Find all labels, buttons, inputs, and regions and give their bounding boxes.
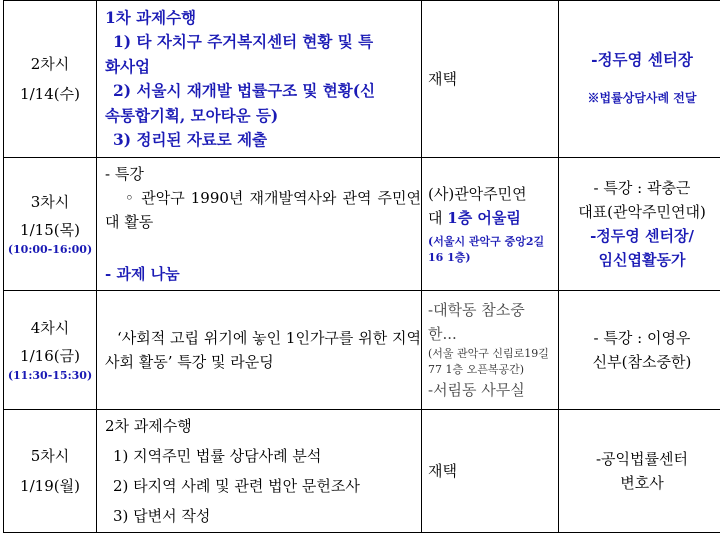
place-line: 대 1층 어울림 [428, 206, 558, 230]
session-label: 4차시 [4, 316, 96, 340]
place-cell [422, 291, 559, 410]
instructor-text: -정두영 센터장 [559, 48, 720, 72]
content-line: 2) 서울시 재개발 법률구조 및 현황(신 [105, 79, 421, 104]
content-line: 화사업 [105, 55, 421, 80]
session-date: 1/16(금) [4, 344, 96, 368]
session-cell [4, 1, 97, 158]
place-cell [422, 1, 559, 158]
session-time: (11:30-15:30) [4, 368, 96, 384]
table-row [4, 158, 720, 291]
place-line: (사)관악주민연 [428, 182, 558, 206]
instructor-cell [559, 291, 720, 410]
content-line: 속통합기획, 모아타운 등) [105, 104, 421, 129]
schedule-table [3, 0, 720, 533]
place-text: 재택 [428, 459, 558, 483]
instructor-cell [559, 410, 720, 533]
table-row [4, 1, 720, 158]
content-body: ‘사회적 고립 위기에 놓인 1인가구를 위한 지역사회 활동’ 특강 및 라운딩 [105, 326, 421, 374]
place-cell [422, 158, 559, 291]
place-text: 재택 [428, 67, 558, 91]
session-cell [4, 410, 97, 533]
instructor-line: - 특강 : 곽충근 [559, 176, 720, 200]
session-date: 1/14(수) [4, 82, 96, 106]
content-cell [97, 410, 422, 533]
session-cell [4, 291, 97, 410]
instructor-cell [559, 158, 720, 291]
place-address: (서울시 관악구 중앙2길 16 1층) [428, 234, 558, 266]
content-task: - 과제 나눔 [105, 262, 421, 286]
instructor-line: 임신엽활동가 [559, 248, 720, 272]
content-cell [97, 291, 422, 410]
place-cell [422, 410, 559, 533]
table-row [4, 291, 720, 410]
session-label: 3차시 [4, 190, 96, 214]
content-line: 1) 타 자치구 주거복지센터 현황 및 특 [105, 30, 421, 55]
instructor-cell [559, 1, 720, 158]
session-label: 2차시 [4, 52, 96, 76]
content-cell [97, 1, 422, 158]
instructor-line: 대표(관악주민연대) [559, 200, 720, 224]
place-line: 한... [428, 322, 558, 346]
content-line: 3) 정리된 자료로 제출 [105, 128, 421, 153]
session-cell [4, 158, 97, 291]
content-line: 1) 지역주민 법률 상담사례 분석 [105, 441, 421, 471]
session-date: 1/19(월) [4, 474, 96, 498]
content-line: 2차 과제수행 [105, 411, 421, 441]
content-line: 2) 타지역 사례 및 관련 법안 문헌조사 [105, 471, 421, 501]
place-address: (서울 관악구 신림로19길 77 1층 오픈복공간) [428, 346, 558, 378]
session-time: (10:00-16:00) [4, 242, 96, 258]
instructor-line: 변호사 [559, 471, 720, 495]
instructor-line: -정두영 센터장/ [559, 224, 720, 248]
instructor-line: -공익법률센터 [559, 447, 720, 471]
content-body: ◦ 관악구 1990년 재개발역사와 관역 주민연대 활동 [105, 186, 421, 234]
content-cell [97, 158, 422, 291]
session-label: 5차시 [4, 444, 96, 468]
content-line: 3) 답변서 작성 [105, 501, 421, 531]
session-date: 1/15(목) [4, 218, 96, 242]
place-line: -서림동 사무실 [428, 378, 558, 402]
content-line: 1차 과제수행 [105, 6, 421, 31]
instructor-line: 신부(참소중한) [559, 350, 720, 374]
instructor-line: - 특강 : 이영우 [559, 326, 720, 350]
table-row [4, 410, 720, 533]
content-title: - 특강 [105, 162, 421, 186]
place-line: -대학동 참소중 [428, 298, 558, 322]
instructor-note: ※법률상담사례 전달 [559, 86, 720, 110]
